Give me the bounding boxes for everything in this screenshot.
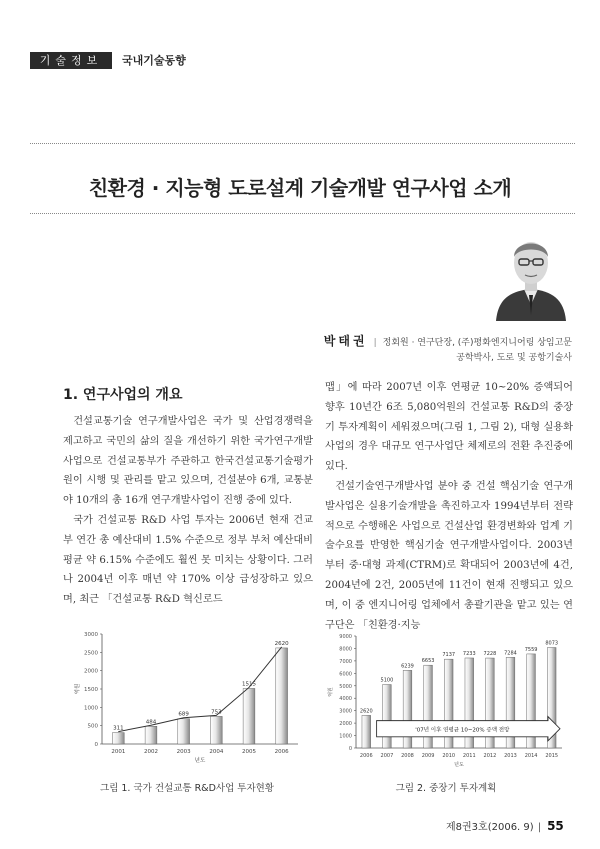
data-label: 6239: [401, 663, 414, 670]
footer-separator: |: [537, 822, 542, 833]
y-tick-label: 8000: [339, 646, 352, 653]
author-name: 박태권: [323, 334, 368, 348]
data-label: 753: [211, 709, 222, 716]
data-label: 2620: [274, 640, 289, 647]
bar: [210, 716, 222, 744]
bar: [383, 685, 392, 748]
page-footer: [446, 818, 564, 833]
author-info: [320, 332, 572, 349]
top-divider: [30, 143, 575, 144]
section-label: 국내기술동향: [122, 54, 186, 67]
author-photo: [492, 225, 570, 321]
author-affiliation-2: 공학박사, 도로 및 공항기술사: [456, 353, 572, 363]
figure-2-caption: 그림 2. 중장기 투자계획: [395, 783, 497, 794]
y-tick-label: 6000: [339, 671, 352, 678]
y-tick-label: 0: [94, 742, 98, 748]
x-tick-label: 2001: [111, 749, 126, 755]
y-tick-label: 2500: [84, 650, 98, 657]
x-tick-label: 2006: [359, 753, 373, 759]
page-number: 55: [547, 819, 564, 833]
paragraph: 건설교통기술 연구개발사업은 국가 및 산업경쟁력을 제고하고 국민의 삶의 질을 개선하기 위한 국가연구개발사업으로 건설교통부가 주관하고 한국건설교통기술평가원이 시행 및 관리를 맡고 있으며, 건설분야 6개, 교통분야 10개의 총 16개 연구개발사업이 진행 중에 있다.: [63, 416, 313, 507]
x-tick-label: 2012: [483, 753, 497, 759]
text-column-right: [325, 378, 573, 635]
y-tick-label: 3000: [339, 708, 352, 715]
y-tick-label: 4000: [339, 696, 352, 703]
y-tick-label: 5000: [339, 683, 352, 690]
x-tick-label: 2013: [504, 753, 517, 759]
data-label: 5100: [380, 677, 394, 684]
y-tick-label: 1500: [84, 687, 98, 693]
author-affiliation-1: 정회원 · 연구단장, (주)평화엔지니어링 상임고문: [382, 338, 572, 348]
data-label: 7228: [483, 651, 497, 658]
section-heading: 1. 연구사업의 개요: [63, 387, 183, 403]
investment-status-chart: [72, 626, 302, 772]
x-tick-label: 2010: [442, 753, 456, 759]
y-axis-label: 억원: [328, 687, 334, 697]
y-tick-label: 0: [348, 746, 352, 752]
y-tick-label: 1000: [339, 733, 352, 740]
data-label: 8073: [545, 640, 559, 647]
y-axis-label: 억원: [75, 683, 81, 695]
long-term-plan-chart: [326, 630, 566, 772]
data-label: 6653: [421, 658, 435, 665]
data-label: 7233: [462, 650, 476, 657]
data-label: 2620: [359, 708, 373, 715]
bar: [178, 719, 190, 744]
x-tick-label: 2015: [545, 753, 559, 759]
data-label: 484: [145, 719, 157, 726]
x-axis-label: 년도: [194, 758, 206, 764]
data-label: 7284: [504, 650, 517, 657]
y-tick-label: 3000: [84, 632, 98, 638]
bar: [276, 648, 288, 744]
y-tick-label: 9000: [339, 634, 352, 640]
paragraph: 국가 건설교통 R&D 사업 투자는 2006년 현재 건교부 연간 총 예산대비 1.5% 수준으로 정부 부처 예산대비 평균 약 6.15% 수준에도 훨씬 못 미치는 상황이다. 그러나 2004년 이후 매년 약 170% 이상 급성장하고 있으며, 최근 「건설교통 R&D 혁신로드: [63, 514, 313, 606]
data-label: 7137: [442, 652, 456, 659]
data-label: 1515: [242, 681, 256, 688]
category-tag: 기술정보: [30, 52, 112, 69]
x-tick-label: 2011: [462, 753, 476, 759]
text-column-left: [63, 412, 313, 610]
x-tick-label: 2009: [421, 753, 435, 759]
x-axis-label: 년도: [454, 762, 464, 768]
y-tick-label: 7000: [339, 658, 352, 665]
bar: [145, 726, 157, 744]
data-label: 689: [178, 711, 189, 718]
x-tick-label: 2002: [144, 749, 158, 755]
bar: [243, 688, 255, 744]
data-label: 311: [113, 725, 124, 732]
author-separator: |: [373, 338, 377, 348]
figure-1-caption: 그림 1. 국가 건설교통 R&D사업 투자현황: [100, 783, 274, 794]
issue-info: 제8권3호(2006. 9): [446, 822, 534, 833]
x-tick-label: 2003: [176, 749, 191, 755]
x-tick-label: 2007: [380, 753, 394, 759]
projection-annotation: '07년 이후 연평균 10~20% 증액 전망: [415, 727, 510, 734]
x-tick-label: 2005: [242, 749, 256, 755]
article-title: 친환경 · 지능형 도로설계 기술개발 연구사업 소개: [88, 176, 512, 200]
trend-line: [118, 647, 281, 732]
x-tick-label: 2014: [524, 753, 538, 759]
y-tick-label: 2000: [84, 668, 98, 675]
x-tick-label: 2008: [401, 753, 414, 759]
y-tick-label: 1000: [84, 705, 98, 712]
y-tick-label: 2000: [339, 721, 352, 728]
y-tick-label: 500: [87, 723, 98, 730]
x-tick-label: 2004: [209, 749, 224, 755]
bar: [112, 733, 124, 744]
paragraph: 맵」에 따라 2007년 이후 연평균 10~20% 증액되어 향후 10년간 6조 5,080억원의 건설교통 R&D의 중장기 투자계획이 세워졌으며(그림 1, 그림 2), 대형 실용화 사업의 경우 대규모 연구사업단 체제로의 전환 추진중에 있다.: [325, 382, 573, 473]
title-divider: [30, 213, 575, 214]
data-label: 7559: [524, 646, 538, 653]
paragraph: 건설기술연구개발사업 분야 중 건설 핵심기술 연구개발사업은 실용기술개발을 촉진하고자 1994년부터 전략적으로 수행해온 사업으로 건설산업 환경변화와 업계 기술수요를 반영한 핵심기술 연구개발사업이다. 2003년부터 중·대형 과제(CTRM)로 확대되어 2003년에 4건, 2004년에 2건, 2005년에 11건이 현재 진행되고 있으며, 이 중 엔지니어링 업체에서 총괄기관을 맡고 있는 연구단은 「친환경·지능: [325, 480, 573, 631]
x-tick-label: 2006: [274, 749, 289, 755]
bar: [362, 715, 371, 748]
